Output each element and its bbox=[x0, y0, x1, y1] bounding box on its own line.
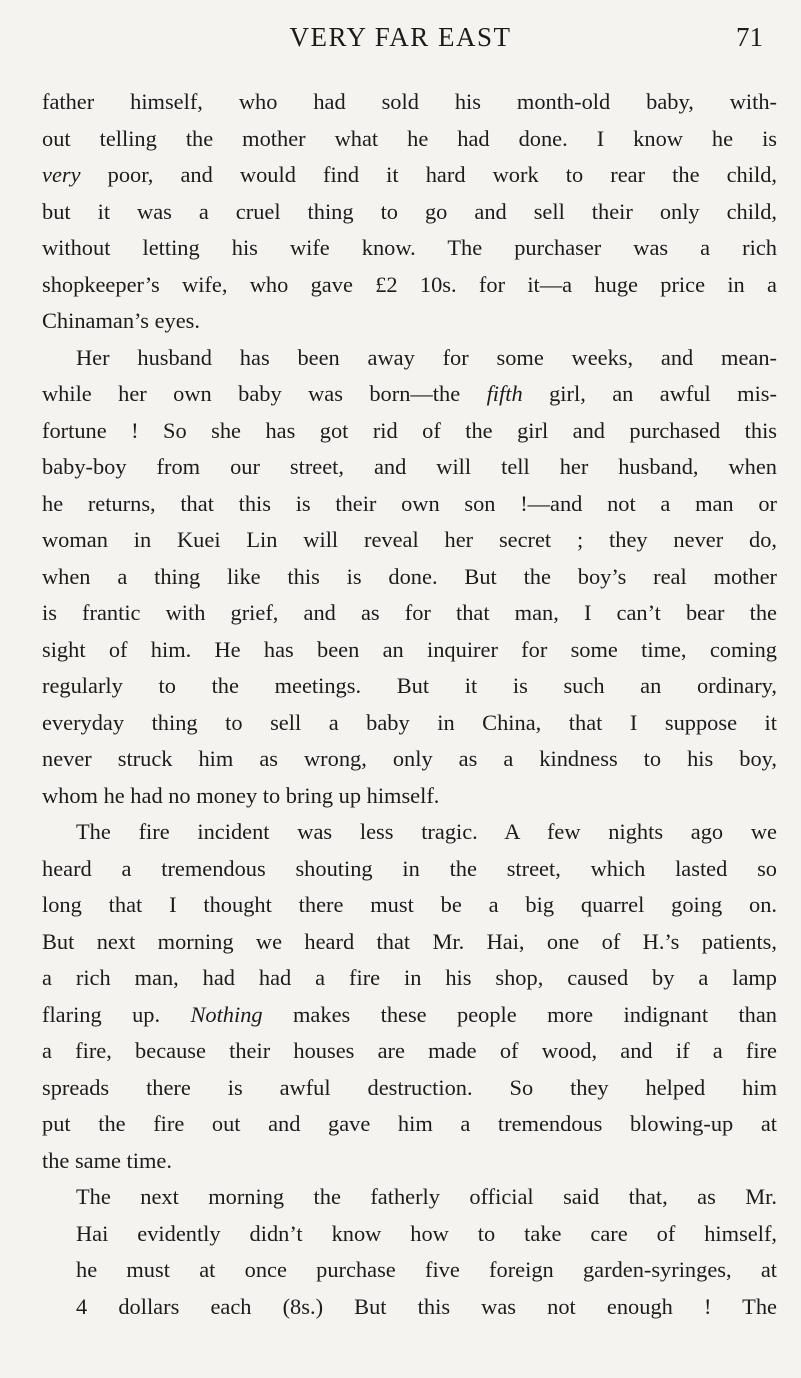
running-head bbox=[0, 14, 801, 60]
text-line: heard a tremendous shouting in the street, which lasted so bbox=[42, 855, 777, 881]
text-line: long that I thought there must be a big quarrel going on. bbox=[42, 892, 777, 917]
text-line bbox=[42, 376, 777, 413]
italic-word: very bbox=[42, 162, 81, 187]
text-line: put the fire out and gave him a tremendous blowing-up at bbox=[42, 1111, 777, 1136]
text-line: he must at once purchase five foreign garden-syringes, at bbox=[76, 1257, 777, 1282]
italic-word: Nothing bbox=[190, 1001, 263, 1027]
running-title: VERY FAR EAST bbox=[289, 22, 512, 52]
line-segment: while her own baby was born—the bbox=[42, 381, 487, 406]
text-line: sight of him. He has been an inquirer for some time, coming bbox=[42, 636, 777, 662]
text-line: But next morning we heard that Mr. Hai, one of H.’s patients, bbox=[42, 928, 777, 954]
text-line bbox=[42, 997, 777, 1034]
text-line: Hai evidently didn’t know how to take care of himself, bbox=[76, 1220, 777, 1246]
text-line: whom he had no money to bring up himself. bbox=[42, 782, 440, 808]
text-line: he returns, that this is their own son !—and not a man or bbox=[42, 490, 777, 516]
line-segment: flaring up. bbox=[42, 1001, 191, 1027]
text-line: The fire incident was less tragic. A few nights ago we bbox=[76, 819, 777, 844]
text-line: regularly to the meetings. But it is such an ordinary, bbox=[42, 673, 777, 698]
text-line: a fire, because their houses are made of wood, and if a fire bbox=[42, 1038, 777, 1063]
italic-word: fifth bbox=[486, 381, 523, 406]
text-line: shopkeeper’s wife, who gave £2 10s. for it—a huge price in a bbox=[42, 271, 777, 297]
text-line: fortune ! So she has got rid of the girl and purchased this bbox=[42, 417, 777, 443]
text-line: the same time. bbox=[42, 1147, 172, 1173]
text-line: Chinaman’s eyes. bbox=[42, 308, 200, 333]
text-line: baby-boy from our street, and will tell her husband, when bbox=[42, 454, 777, 479]
text-line: a rich man, had had a fire in his shop, caused by a lamp bbox=[42, 965, 777, 990]
text-line: out telling the mother what he had done. I know he is bbox=[42, 125, 777, 151]
text-line: woman in Kuei Lin will reveal her secret ; they never do, bbox=[42, 527, 777, 552]
text-line: without letting his wife know. The purchaser was a rich bbox=[42, 235, 777, 260]
line-segment: girl, an awful mis- bbox=[522, 381, 777, 406]
text-line: 4 dollars each (8s.) But this was not enough ! The bbox=[76, 1293, 777, 1319]
line-segment: poor, and would find it hard work to rear the child, bbox=[80, 162, 777, 187]
text-line: spreads there is awful destruction. So they helped him bbox=[42, 1074, 777, 1100]
line-segment: makes these people more indignant than bbox=[262, 1001, 777, 1027]
page-number: 71 bbox=[736, 22, 763, 52]
body-text bbox=[42, 84, 777, 1325]
text-line: Her husband has been away for some weeks, and mean- bbox=[76, 344, 777, 370]
text-line: The next morning the fatherly official said that, as Mr. bbox=[76, 1184, 777, 1209]
text-line: is frantic with grief, and as for that man, I can’t bear the bbox=[42, 600, 777, 625]
text-line: never struck him as wrong, only as a kindness to his boy, bbox=[42, 746, 777, 771]
text-line: but it was a cruel thing to go and sell their only child, bbox=[42, 198, 777, 224]
text-line bbox=[42, 157, 777, 194]
text-line: everyday thing to sell a baby in China, that I suppose it bbox=[42, 709, 777, 735]
text-line: father himself, who had sold his month-old baby, with- bbox=[42, 89, 777, 114]
text-line: when a thing like this is done. But the boy’s real mother bbox=[42, 563, 777, 589]
